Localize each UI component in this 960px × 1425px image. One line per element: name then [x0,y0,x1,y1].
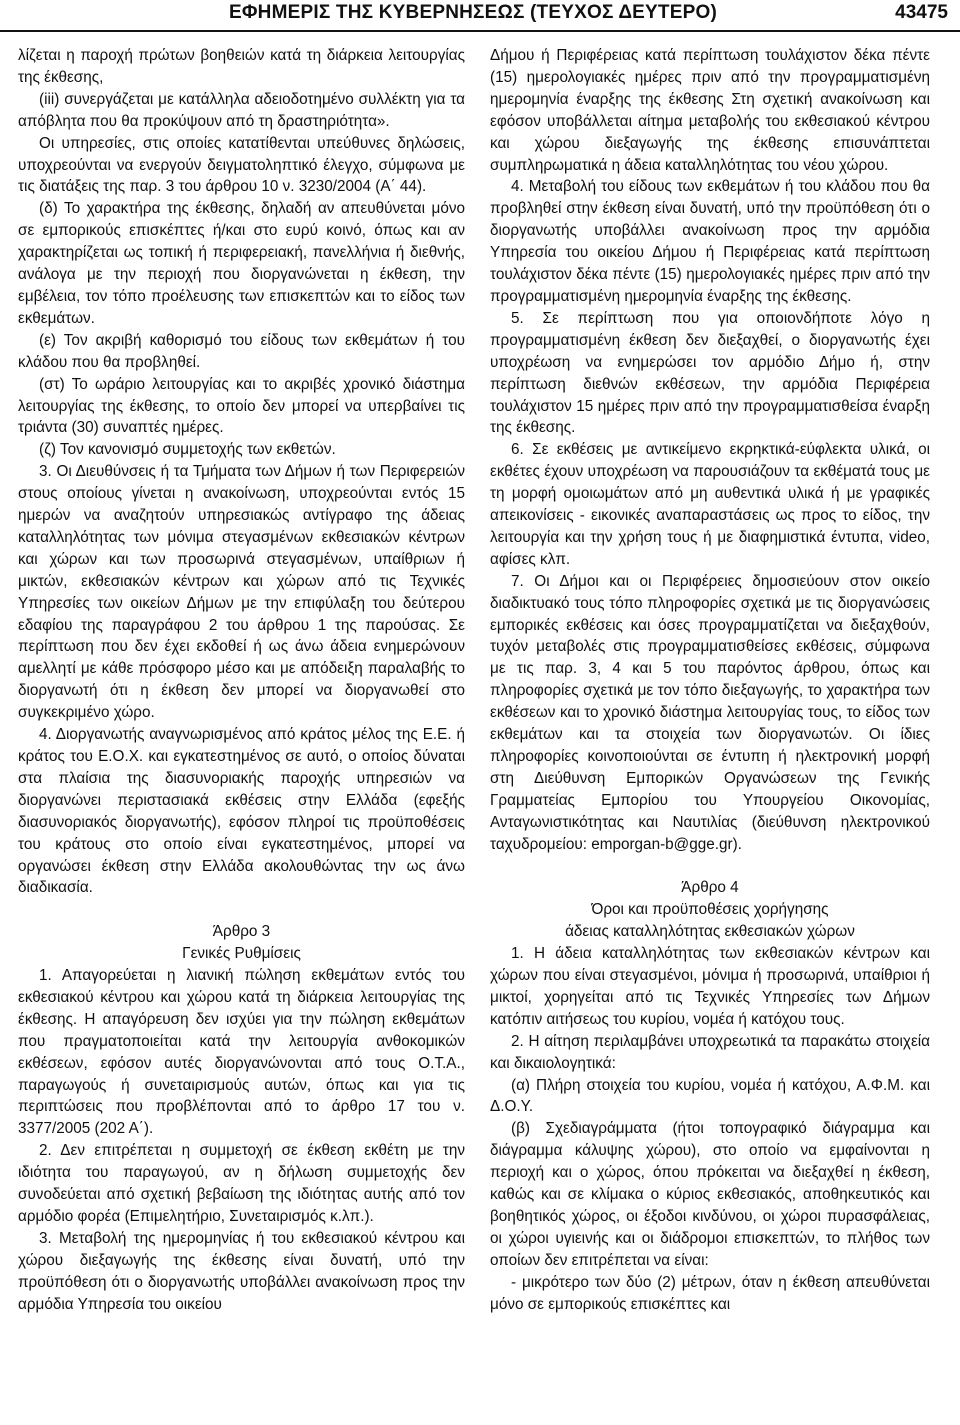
spacer [490,856,930,878]
paragraph: (στ) Το ωράριο λειτουργίας και το ακριβές χρονικό διάστημα λειτουργίας της έκθεσης, το οποίο δεν μπορεί να υπερβαίνει τις τριάντα (30) συναπτές ημέρες. [18,375,465,437]
paragraph: λίζεται η παροχή πρώτων βοηθειών κατά τη διάρκεια λειτουργίας της έκθεσης, [18,47,465,86]
paragraph: (δ) Το χαρακτήρα της έκθεσης, δηλαδή αν απευθύνεται μόνο σε εμπορικούς επισκέπτες ή/και στο ευρύ κοινό, όπως και αν χαρακτηρίζεται ως τοπική ή περιφερειακή, πανελλήνια ή διεθνής, ανάλογα με την περιοχή που διοργανώνεται η έκθεση, την εμβέλεια, τον τόπο προέλευσης των επισκεπτών και το είδος των εκθεμάτων. [18,200,465,327]
paragraph: 6. Σε εκθέσεις με αντικείμενο εκρηκτικά-εύφλεκτα υλικά, οι εκθέτες έχουν υποχρέωση να παρουσιάζουν τα εκθέματά τους με τη μορφή ομοιωμάτων από μη αυθεντικά υλικά ή με γραφικές απεικονίσεις - εικονικές αναπαραστάσεις ως προς το είδος, την λειτουργία και την χρήση τους ή με διαφημιστικά έντυπα, video, αφίσες κλπ. [490,441,930,568]
paragraph: 4. Μεταβολή του είδους των εκθεμάτων ή του κλάδου που θα προβληθεί στην έκθεση είναι δυνατή, υπό την προϋπόθεση ότι ο διοργανωτής υποβάλλει ανακοίνωση προς την αρμόδια Υπηρεσία του οικείου Δήμου ή Περιφέρειας κατά περίπτωση τουλάχιστον δέκα πέντε (15) ημερολογιακές ημέρες πριν από την προγραμματισμένη ημερομηνία έναρξης της έκθεσης. [490,178,930,305]
paragraph: (α) Πλήρη στοιχεία του κυρίου, νομέα ή κατόχου, Α.Φ.Μ. και Δ.Ο.Υ. [490,1076,930,1116]
paragraph: 2. Η αίτηση περιλαμβάνει υποχρεωτικά τα παρακάτω στοιχεία και δικαιολογητικά: [490,1032,930,1072]
paragraph: (iii) συνεργάζεται με κατάλληλα αδειοδοτημένο συλλέκτη για τα απόβλητα που θα προκύψουν από τη δραστηριότητα». [18,90,465,130]
article-subtitle: Γενικές Ρυθμίσεις [182,945,301,963]
left-column [18,45,465,1316]
paragraph: (β) Σχεδιαγράμματα (ήτοι τοπογραφικό διάγραμμα και διάγραμμα κάλυψης χώρου), στο οποίο να εμφαίνονται η περιοχή και ο χώρος, όπου πρόκειται να διεξαχθεί η έκθεση, καθώς και σε κλίμακα ο κύριος εκθεσιακός, αποθηκευτικός και βοηθητικός χώρος, οι έξοδοι κινδύνου, οι χώροι πυρασφάλειας, οι χώροι υγιεινής και οι διάδρομοι επισκεπτών, το πλήθος των οποίων δεν επιτρέπεται να είναι: [490,1120,930,1269]
paragraph: - μικρότερο των δύο (2) μέτρων, όταν η έκθεση απευθύνεται μόνο σε εμπορικούς επισκέπτες και [490,1273,930,1313]
page-header [0,0,960,36]
article-title: Άρθρο 3 [212,923,271,941]
paragraph: Οι υπηρεσίες, στις οποίες κατατίθενται υπεύθυνες δηλώσεις, υποχρεούνται να ενεργούν δειγματοληπτικό έλεγχο, σύμφωνα με τις διατάξεις της παρ. 3 του άρθρου 10 ν. 3230/2004 (Α΄ 44). [18,134,465,196]
article-subtitle: Όροι και προϋποθέσεις χορήγησης [591,901,829,919]
paragraph: (ε) Τον ακριβή καθορισμό του είδους των εκθεμάτων ή του κλάδου που θα προβληθεί. [18,331,465,371]
paragraph: 3. Οι Διευθύνσεις ή τα Τμήματα των Δήμων ή των Περιφερειών στους οποίους γίνεται η ανακοίνωση, υποχρεούνται εντός 15 ημερών να αναζητούν υπηρεσιακώς αντίγραφο της άδειας καταλληλότητας των μόνιμα στεγασμένων εκθεσιακών κέντρων και χώρων και των προσωρινά στεγασμένων, υπαίθριων ή μικτών, εκθεσιακών κέντρων και χώρων από τις Τεχνικές Υπηρεσίες των οικείων Δήμων με την επιφύλαξη του δεύτερου εδαφίου της παραγράφου 2 του άρθρου 1 της παρούσας. Σε περίπτωση που δεν έχει εκδοθεί ή ως άνω άδεια ενημερώνουν αμελλητί με κάθε πρόσφορο μέσο και με απόδειξη παραλαβής το διοργανωτή ότι η έκθεση δεν μπορεί να διοργανωθεί στο συγκεκριμένο χώρο. [18,463,465,722]
paragraph: Δήμου ή Περιφέρειας κατά περίπτωση τουλάχιστον δέκα πέντε (15) ημερολογιακές ημέρες πριν από την προγραμματισμένη ημερομηνία έναρξης της έκθεσης Στη σχετική ανακοίνωση και εφόσον υποβάλλεται αίτημα μεταβολής του εκθεσιακού κέντρου και χώρου διεξαγωγής της έκθεσης επισυνάπτεται συμπληρωματικά η άδεια καταλληλότητας του νέου χώρου. [490,47,930,174]
paragraph: 2. Δεν επιτρέπεται η συμμετοχή σε έκθεση εκθέτη με την ιδιότητα του παραγωγού, αν η δήλωση συμμετοχής δεν συνοδεύεται από σχετική βεβαίωση της ιδιότητας αυτής από τον αρμόδιο φορέα (Επιμελητήριο, Συνεταιρισμός κ.λπ.). [18,1142,465,1226]
journal-title: ΕΦΗΜΕΡΙΣ ΤΗΣ ΚΥΒΕΡΝΗΣΕΩΣ (ΤΕΥΧΟΣ ΔΕΥΤΕΡΟ) [229,2,717,23]
paragraph: 4. Διοργανωτής αναγνωρισμένος από κράτος μέλος της Ε.Ε. ή κράτος του Ε.Ο.Χ. και εγκατεστημένος σε αυτό, ο οποίος δύναται στα πλαίσια της διασυνοριακής παροχής υπηρεσιών να διοργανώνει περιστασιακά εκθέσεις στην Ελλάδα (εφεξής διασυνοριακός διοργανωτής), εφόσον πληροί τις προϋποθέσεις του κράτους στο οποίο είναι εγκατεστημένος, μπορεί να οργανώσει έκθεση στην Ελλάδα ακολουθώντας την ως άνω διαδικασία. [18,726,465,897]
paragraph: 3. Μεταβολή της ημερομηνίας ή του εκθεσιακού κέντρου και χώρου διεξαγωγής της έκθεσης είναι δυνατή, υπό την προϋπόθεση ότι ο διοργανωτής υποβάλλει ανακοίνωση προς την αρμόδια Υπηρεσία του οικείου [18,1229,465,1313]
right-column [490,45,930,1316]
spacer [18,899,465,921]
paragraph: 1. Η άδεια καταλληλότητας των εκθεσιακών κέντρων και χώρων που είναι στεγασμένοι, μόνιμα ή προσωρινά, υπαίθριοι ή μικτοί, χορηγείται από τις Τεχνικές Υπηρεσίες των Δήμων κατόπιν αιτήσεως του κυρίου, νομέα ή κατόχου τους. [490,945,930,1028]
header-rule [0,30,960,32]
paragraph: 1. Απαγορεύεται η λιανική πώληση εκθεμάτων εντός του εκθεσιακού κέντρου και χώρου κατά τη διάρκεια λειτουργίας της έκθεσης. Η απαγόρευση δεν ισχύει για την πώληση εκθεμάτων που πραγματοποιείται κατά την λειτουργία ανθοκομικών εκθέσεων, εφόσον αυτές διοργανώνονται από τους Ο.Τ.Α., παραγωγούς ή συνεταιρισμούς αυτών, όπως και για τις περιπτώσεις που προβλέπονται από το άρθρο 17 του ν. 3377/2005 (202 Α΄). [18,967,465,1138]
paragraph: 5. Σε περίπτωση που για οποιονδήποτε λόγο η προγραμματισμένη έκθεση δεν διεξαχθεί, ο διοργανωτής έχει υποχρέωση να ενημερώσει τον αρμόδιο Δήμο ή, στην περίπτωση διεθνών εκθέσεων, την αρμόδια Περιφέρεια τουλάχιστον 15 ημέρες πριν από την προγραμματισθείσα έναρξη της έκθεσης. [490,309,930,437]
article-title: Άρθρο 4 [681,879,739,897]
article-subtitle: άδειας καταλληλότητας εκθεσιακών χώρων [565,923,855,941]
paragraph: 7. Οι Δήμοι και οι Περιφέρειες δημοσιεύουν στον οικείο διαδικτυακό τους τόπο πληροφορίες σχετικά με τις διοργανώσεις εμπορικές εκθέσεις και όσες προγραμματίζεται να διεξαχθούν, τυχόν μεταβολές στις προγραμματισθείσες εκθέσεις, σύμφωνα με τις παρ. 3, 4 και 5 του παρόντος άρθρου, όπως και πληροφορίες σχετικά με τον τόπο διεξαγωγής, το χαρακτήρα των εκθέσεων και το χρονικό διάστημα λειτουργίας τους, το είδος των εκθεμάτων και τα στοιχεία των διοργανωτών. Οι ίδιες πληροφορίες κοινοποιούνται σε έντυπη ή ηλεκτρονική μορφή στη Διεύθυνση Εμπορικών Οργανώσεων της Γενικής Γραμματείας Εμπορίου του Υπουργείου Οικονομίας, Ανταγωνιστικότητας και Ναυτιλίας (διεύθυνση ηλεκτρονικού ταχυδρομείου: emporgan-b@gge.gr). [490,572,930,853]
page-number: 43475 [895,2,948,23]
paragraph: (ζ) Τον κανονισμό συμμετοχής των εκθετών. [39,441,336,459]
